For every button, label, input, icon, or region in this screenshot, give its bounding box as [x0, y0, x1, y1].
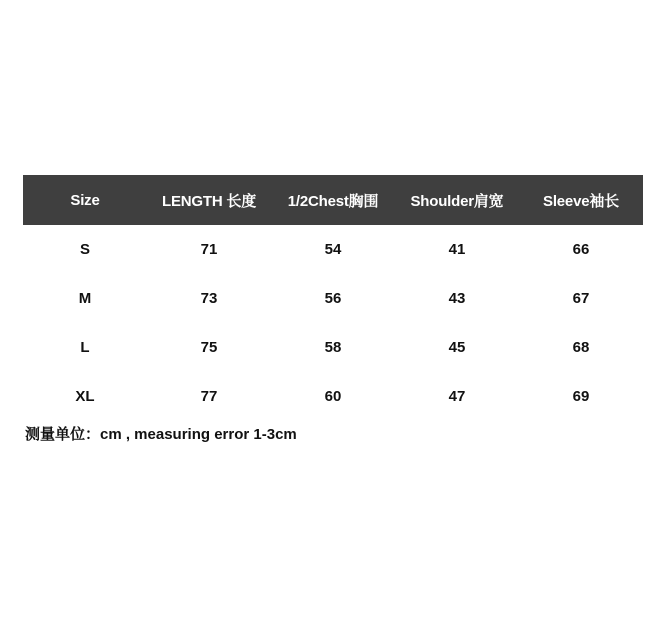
table-row — [23, 323, 643, 372]
cell-sleeve: 66 — [572, 241, 590, 258]
size-chart-table — [23, 175, 643, 421]
cell-sleeve: 67 — [572, 290, 590, 307]
cell-shoulder: 41 — [448, 241, 466, 258]
table-row — [23, 372, 643, 421]
cell-shoulder: 45 — [448, 339, 466, 356]
header-row — [23, 175, 643, 225]
cell-length: 73 — [200, 290, 218, 307]
cell-half-chest: 58 — [324, 339, 342, 356]
cell-length: 75 — [200, 339, 218, 356]
header-sleeve: Sleeve袖长 — [543, 192, 619, 210]
table-header — [23, 175, 643, 225]
header-size: Size — [70, 191, 100, 209]
cell-shoulder: 43 — [448, 290, 466, 307]
header-shoulder: Shoulder肩宽 — [410, 192, 504, 210]
cell-length: 71 — [200, 241, 218, 258]
cell-size: L — [80, 339, 90, 356]
header-length: LENGTH 长度 — [161, 192, 257, 210]
cell-sleeve: 68 — [572, 339, 590, 356]
cell-half-chest: 60 — [324, 388, 342, 405]
table-row — [23, 225, 643, 274]
cell-sleeve: 69 — [572, 388, 590, 405]
table-body — [23, 225, 643, 421]
cell-size: M — [78, 290, 92, 307]
measurement-note: 测量单位：cm , measuring error 1-3cm — [25, 426, 297, 443]
cell-length: 77 — [200, 388, 218, 405]
header-half-chest: 1/2Chest胸围 — [287, 192, 379, 210]
cell-half-chest: 56 — [324, 290, 342, 307]
cell-size: XL — [75, 388, 95, 405]
cell-size: S — [79, 241, 90, 258]
cell-shoulder: 47 — [448, 388, 466, 405]
cell-half-chest: 54 — [324, 241, 342, 258]
table-row — [23, 274, 643, 323]
